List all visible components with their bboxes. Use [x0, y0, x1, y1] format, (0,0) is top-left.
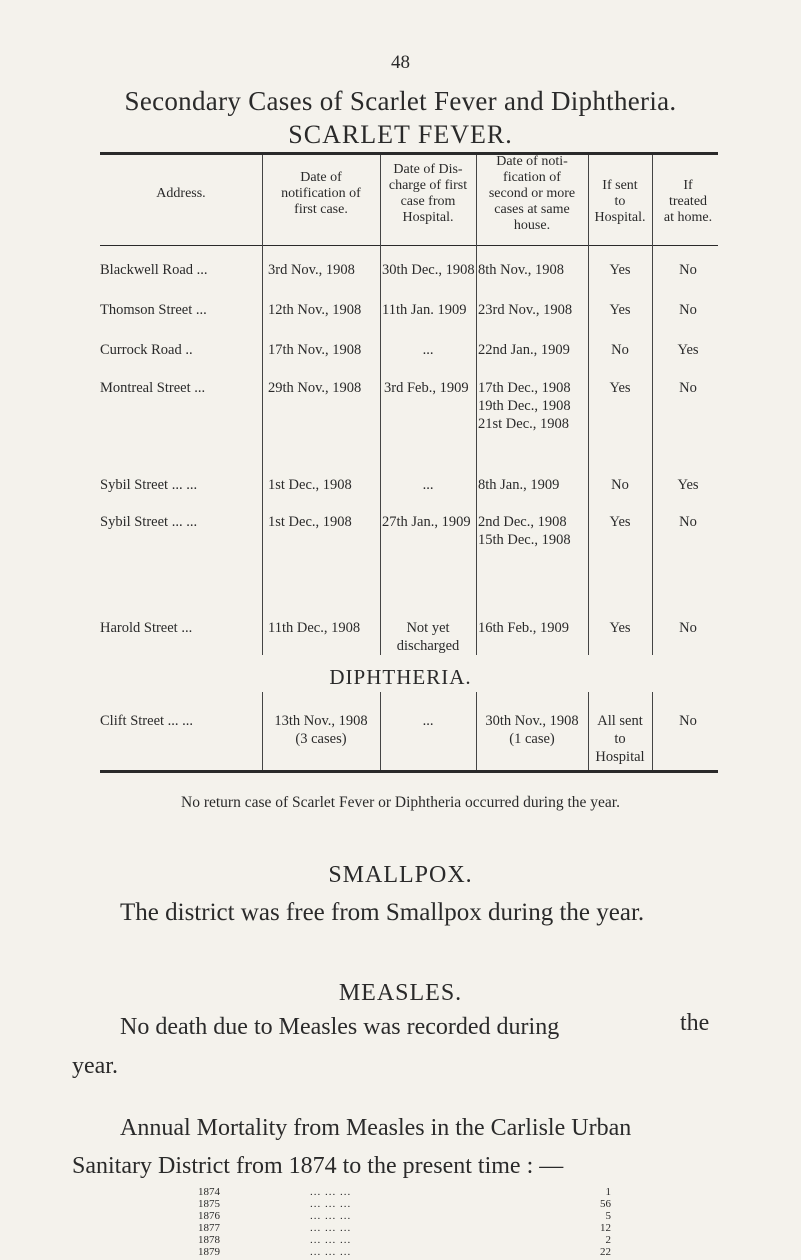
section-heading-diphtheria: DIPHTHERIA. — [329, 665, 472, 689]
cell-notification: 12th Nov., 1908 — [268, 302, 362, 318]
cell-home: No — [679, 262, 697, 278]
column-header-date-second-notification: Date of noti- fication of second or more cases at same house. — [488, 154, 576, 233]
cell-discharge: discharged — [396, 638, 460, 654]
cell-discharge: 3rd Feb., 1909 — [384, 380, 469, 396]
mortality-value: 2 — [605, 1234, 611, 1246]
column-header-date-discharge: Date of Dis- charge of first case from Hospital. — [388, 162, 468, 225]
column-header-address: Address. — [156, 186, 206, 201]
mortality-value: 1 — [605, 1186, 611, 1198]
cell-notification: 11th Dec., 1908 — [268, 620, 361, 636]
cell-hospital: Yes — [609, 262, 631, 278]
cell-address: Blackwell Road ... — [100, 262, 208, 278]
page-number: 48 — [391, 52, 410, 73]
cell-address: Harold Street ... — [100, 620, 193, 636]
mortality-intro-line-2: Sanitary District from 1874 to the present time : — — [72, 1153, 564, 1179]
cell-discharge: 30th Dec., 1908 — [382, 262, 475, 278]
cell-second: 21st Dec., 1908 — [478, 416, 570, 432]
cell-address: Sybil Street ... ... — [100, 514, 198, 530]
cell-home: Yes — [677, 342, 699, 358]
cell-second: 8th Jan., 1909 — [478, 477, 560, 493]
cell-hospital: All sent — [597, 713, 643, 729]
mortality-year: 1878 — [198, 1234, 220, 1246]
column-divider — [652, 155, 653, 655]
cell-home: No — [679, 302, 697, 318]
leader-dots: ... ... ... — [310, 1198, 352, 1210]
mortality-value: 22 — [600, 1246, 611, 1258]
cell-second: 30th Nov., 1908 — [485, 713, 579, 729]
cell-address: Montreal Street ... — [100, 380, 206, 396]
mortality-value: 5 — [605, 1210, 611, 1222]
mortality-year: 1877 — [198, 1222, 220, 1234]
cell-notification: 13th Nov., 1908 — [274, 713, 368, 729]
cell-discharge: ... — [422, 342, 434, 358]
cell-second: 19th Dec., 1908 — [478, 398, 571, 414]
mortality-year: 1879 — [198, 1246, 220, 1258]
page-title: Secondary Cases of Scarlet Fever and Diphtheria. — [124, 86, 677, 116]
mortality-year: 1874 — [198, 1186, 220, 1198]
column-header-treated-home: If treated at home. — [663, 178, 713, 225]
measles-text-line-1: No death due to Measles was recorded during — [120, 1014, 560, 1040]
cell-home: No — [679, 620, 697, 636]
leader-dots: ... ... ... — [310, 1222, 352, 1234]
cell-notification: 29th Nov., 1908 — [268, 380, 362, 396]
leader-dots: ... ... ... — [310, 1246, 352, 1258]
mortality-intro-line-1: Annual Mortality from Measles in the Carlisle Urban — [120, 1115, 632, 1141]
cell-second: 2nd Dec., 1908 — [478, 514, 567, 530]
column-header-sent-hospital: If sent to Hospital. — [594, 178, 646, 225]
cell-address: Thomson Street ... — [100, 302, 207, 318]
column-header-date-notification: Date of notification of first case. — [281, 170, 361, 217]
column-divider — [380, 155, 381, 655]
section-heading-measles: MEASLES. — [338, 980, 463, 1006]
cell-address: Clift Street ... ... — [100, 713, 194, 729]
column-divider — [652, 692, 653, 770]
cell-hospital: to — [614, 731, 626, 747]
cell-second: (1 case) — [509, 731, 555, 747]
cell-hospital: Yes — [609, 302, 631, 318]
cell-address: Sybil Street ... ... — [100, 477, 198, 493]
leader-dots: ... ... ... — [310, 1210, 352, 1222]
cell-discharge: 27th Jan., 1909 — [382, 514, 471, 530]
mortality-year: 1875 — [198, 1198, 220, 1210]
table-footnote: No return case of Scarlet Fever or Diphtheria occurred during the year. — [181, 794, 620, 811]
leader-dots: ... ... ... — [310, 1186, 352, 1198]
cell-discharge: 11th Jan. 1909 — [382, 302, 467, 318]
mortality-year: 1876 — [198, 1210, 220, 1222]
cell-second: 23rd Nov., 1908 — [478, 302, 573, 318]
measles-text-line-2: year. — [72, 1053, 118, 1079]
cell-home: No — [679, 380, 697, 396]
smallpox-text: The district was free from Smallpox during the year. — [120, 899, 645, 926]
section-heading-smallpox: SMALLPOX. — [328, 862, 473, 888]
cell-second: 8th Nov., 1908 — [478, 262, 565, 278]
measles-text-line-1-end: the — [680, 1010, 710, 1036]
table-header-rule — [100, 245, 718, 246]
cell-hospital: No — [611, 477, 629, 493]
cell-home: Yes — [677, 477, 699, 493]
cell-discharge: ... — [422, 713, 434, 729]
mortality-value: 56 — [600, 1198, 611, 1210]
cell-discharge: Not yet — [406, 620, 450, 636]
column-divider — [262, 155, 263, 655]
cell-notification: 3rd Nov., 1908 — [268, 262, 355, 278]
cell-notification: 1st Dec., 1908 — [268, 514, 352, 530]
mortality-value: 12 — [600, 1222, 611, 1234]
cell-hospital: Yes — [609, 380, 631, 396]
column-divider — [380, 692, 381, 770]
cell-discharge: ... — [422, 477, 434, 493]
cell-second: 15th Dec., 1908 — [478, 532, 571, 548]
cell-hospital: Yes — [609, 514, 631, 530]
cell-second: 16th Feb., 1909 — [478, 620, 570, 636]
leader-dots: ... ... ... — [310, 1234, 352, 1246]
cell-second: 22nd Jan., 1909 — [478, 342, 570, 358]
cell-hospital: Yes — [609, 620, 631, 636]
cell-home: No — [679, 713, 697, 729]
column-divider — [588, 155, 589, 655]
cell-notification: (3 cases) — [295, 731, 347, 747]
cell-hospital: Hospital — [595, 749, 645, 765]
cell-second: 17th Dec., 1908 — [478, 380, 571, 396]
cell-notification: 1st Dec., 1908 — [268, 477, 352, 493]
table-top-rule — [100, 152, 718, 155]
section-heading-scarlet-fever: SCARLET FEVER. — [288, 120, 513, 149]
cell-address: Currock Road .. — [100, 342, 193, 358]
table-bottom-rule — [100, 770, 718, 773]
cell-notification: 17th Nov., 1908 — [268, 342, 362, 358]
cell-home: No — [679, 514, 697, 530]
cell-hospital: No — [611, 342, 629, 358]
